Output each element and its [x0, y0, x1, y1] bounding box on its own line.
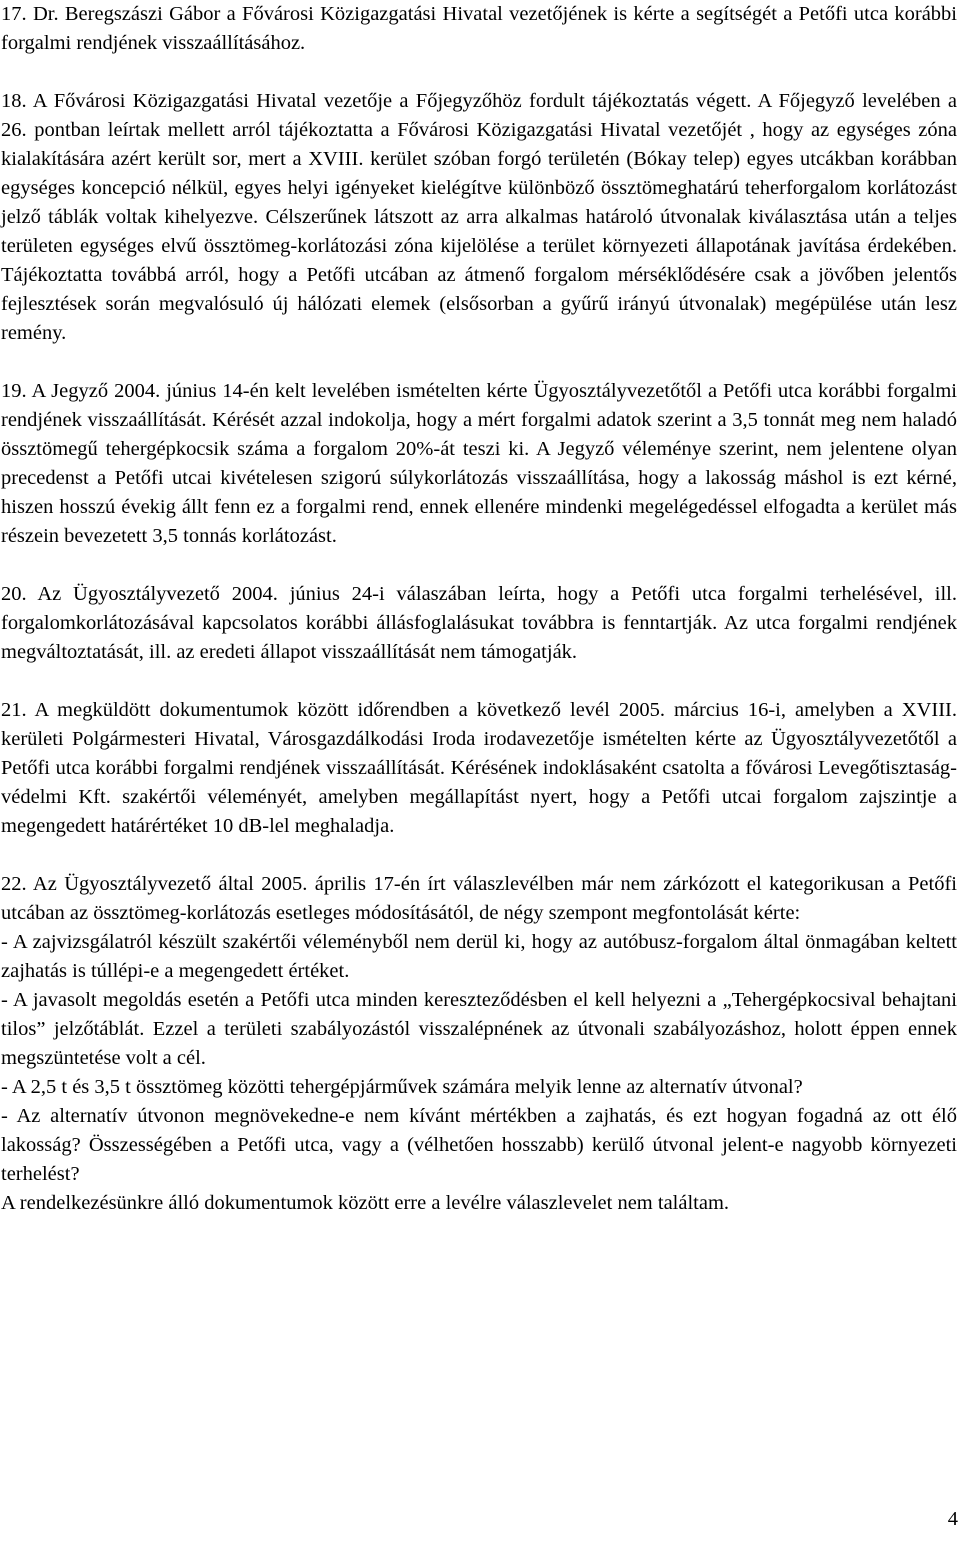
page-number: 4	[947, 1508, 958, 1530]
paragraph-21: 21. A megküldött dokumentumok között időrendben a következő levél 2005. március 16-i, amelyben a XVIII. kerületi Polgármesteri Hivatal, Városgazdálkodási Iroda irodavezetője ismételten kérte az Ügyosztályvezetőtől a Petőfi utca korábbi forgalmi rendjének visszaállítását. Kérésének indoklásaként csatolta a fővárosi Levegőtisztaság-védelmi Kft. szakértői véleményét, amelyben megállapítást nyert, hogy a Petőfi utcai forgalom zajszintje a megengedett határértéket 10 dB-lel meghaladja.	[1, 699, 957, 837]
paragraph-18: 18. A Fővárosi Közigazgatási Hivatal vezetője a Főjegyzőhöz fordult tájékoztatás végett. A Főjegyző levelében a 26. pontban leírtak mellett arról tájékoztatta a Fővárosi Közigazgatási Hivatal vezetőjét , hogy az egységes zóna kialakítására azért került sor, mert a XVIII. kerület szóban forgó területén (Bókay telep) egyes utcákban korábban egységes koncepció nélkül, egyes helyi igényeket kielégítve különböző össztömeghatárú teherforgalom korlátozást jelző táblák voltak kihelyezve. Célszerűnek látszott az arra alkalmas határoló útvonalak kiválasztása után a teljes területen egységes elvű össztömeg-korlátozási zóna kijelölése a terület környezeti állapotának javítása érdekében. Tájékoztatta továbbá arról, hogy a Petőfi utcában az átmenő forgalom mérséklődésére csak a jövőben jelentős fejlesztések során megvalósuló új hálózati elemek (elsősorban a gyűrű irányú útvonalak) megépülése után lesz remény.	[1, 90, 957, 344]
paragraph-22-point-4: - Az alternatív útvonon megnövekedne-e nem kívánt mértékben a zajhatás, és ezt hogyan fogadná az ott élő lakosság? Összességében a Petőfi utca, vagy a (vélhetően hosszabb) kerülő útvonal jelent-e nagyobb környezeti terhelést?	[1, 1105, 957, 1185]
paragraph-22-point-1: - A zajvizsgálatról készült szakértői véleményből nem derül ki, hogy az autóbusz-forgalom által önmagában keltett zajhatás is túllépi-e a megengedett értéket.	[1, 931, 957, 982]
paragraph-22-closing: A rendelkezésünkre álló dokumentumok között erre a levélre válaszlevelet nem találtam.	[1, 1192, 730, 1214]
paragraph-22-point-3: - A 2,5 t és 3,5 t össztömeg közötti tehergépjárművek számára melyik lenne az alternatív útvonal?	[1, 1076, 803, 1098]
paragraph-19: 19. A Jegyző 2004. június 14-én kelt levelében ismételten kérte Ügyosztályvezetőtől a Petőfi utca korábbi forgalmi rendjének visszaállítását. Kérését azzal indokolja, hogy a mért forgalmi adatok szerint a 3,5 tonnát meg nem haladó össztömegű tehergépkocsik száma a forgalom 20%-át teszi ki. A Jegyző véleménye szerint, nem jelentene olyan precedenst a Petőfi utcai kivételesen szigorú súlykorlátozás visszaállítása, hogy a lakosság máshol is ezt kérné, hiszen hosszú évekig állt fenn ez a forgalmi rend, ennek ellenére mindenki megelégedéssel elfogadta a kerület más részein bevezetett 3,5 tonnás korlátozást.	[1, 380, 957, 547]
paragraph-22	[1, 870, 957, 1218]
paragraph-20: 20. Az Ügyosztályvezető 2004. június 24-i válaszában leírta, hogy a Petőfi utca forgalmi terhelésével, ill. forgalomkorlátozásával kapcsolatos korábbi állásfoglalásukat továbbra is fenntartják. Az utca forgalmi rendjének megváltoztatását, ill. az eredeti állapot visszaállítását nem támogatják.	[1, 583, 957, 663]
paragraph-17: 17. Dr. Beregszászi Gábor a Fővárosi Közigazgatási Hivatal vezetőjének is kérte a segítségét a Petőfi utca korábbi forgalmi rendjének visszaállításához.	[1, 3, 957, 54]
paragraph-22-intro: 22. Az Ügyosztályvezető által 2005. április 17-én írt válaszlevélben már nem zárkózott el kategorikusan a Petőfi utcában az össztömeg-korlátozás esetleges módosításától, de négy szempont megfontolását kérte:	[1, 873, 957, 924]
paragraph-22-point-2: - A javasolt megoldás esetén a Petőfi utca minden kereszteződésben el kell helyezni a „Tehergépkocsival behajtani tilos” jelzőtáblát. Ezzel a területi szabályozástól visszalépnének az útvonali szabályozáshoz, holott éppen ennek megszüntetése volt a cél.	[1, 989, 957, 1069]
